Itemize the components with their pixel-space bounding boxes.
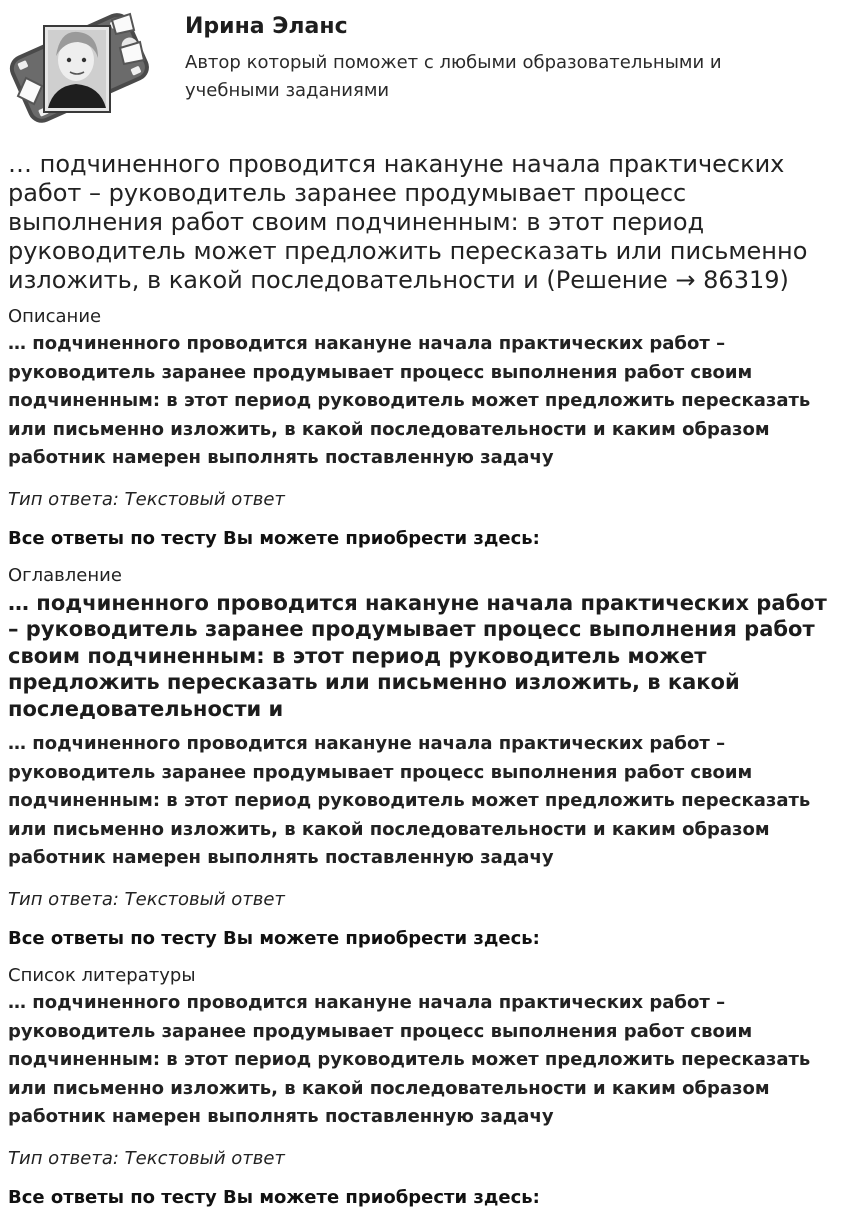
film-strip-avatar-icon	[8, 8, 150, 126]
question-text: … подчиненного проводится накануне начала практических работ – руководитель заранее продумывает процесс выполнения работ своим подчиненным: в этот период руководитель может предложить пересказать или письменно изложить, в какой последовательности и каким образом работник намерен выполнять поставленную задачу	[8, 733, 811, 869]
toc-heading: … подчиненного проводится накануне начала практических работ – руководитель заранее продумывает процесс выполнения работ своим подчиненным: в этот период руководитель может предложить пересказать или письменно изложить, в какой последовательности и	[8, 590, 827, 721]
question-text: … подчиненного проводится накануне начала практических работ – руководитель заранее продумывает процесс выполнения работ своим подчиненным: в этот период руководитель может предложить пересказать или письменно изложить, в какой последовательности и каким образом работник намерен выполнять поставленную задачу	[8, 991, 811, 1128]
section-label-toc: Оглавление	[8, 564, 122, 586]
buy-answers-text: Все ответы по тесту Вы можете приобрести здесь:	[8, 527, 540, 549]
author-name[interactable]: Ирина Эланс	[185, 14, 348, 39]
section-label-description: Описание	[8, 306, 102, 327]
author-card	[8, 8, 828, 130]
answer-type: Тип ответа: Текстовый ответ	[8, 888, 285, 910]
buy-answers-text: Все ответы по тесту Вы можете приобрести здесь:	[8, 1186, 540, 1208]
question-text: … подчиненного проводится накануне начала практических работ – руководитель заранее продумывает процесс выполнения работ своим подчиненным: в этот период руководитель может предложить пересказать или письменно изложить, в какой последовательности и каким образом работник намерен выполнять поставленную задачу	[8, 333, 811, 469]
answer-type: Тип ответа: Текстовый ответ	[8, 1147, 285, 1169]
page-title: … подчиненного проводится накануне начала практических работ – руководитель заранее продумывает процесс выполнения работ своим подчиненным: в этот период руководитель может предложить пересказать или письменно изложить, в какой последовательности и (Решение → 86319)	[8, 150, 808, 294]
section-label-references: Список литературы	[8, 964, 196, 986]
author-description: Автор который поможет с любыми образовательными и учебными заданиями	[185, 52, 722, 101]
buy-answers-text: Все ответы по тесту Вы можете приобрести здесь:	[8, 927, 540, 949]
answer-type: Тип ответа: Текстовый ответ	[8, 488, 285, 510]
page	[8, 8, 828, 1211]
